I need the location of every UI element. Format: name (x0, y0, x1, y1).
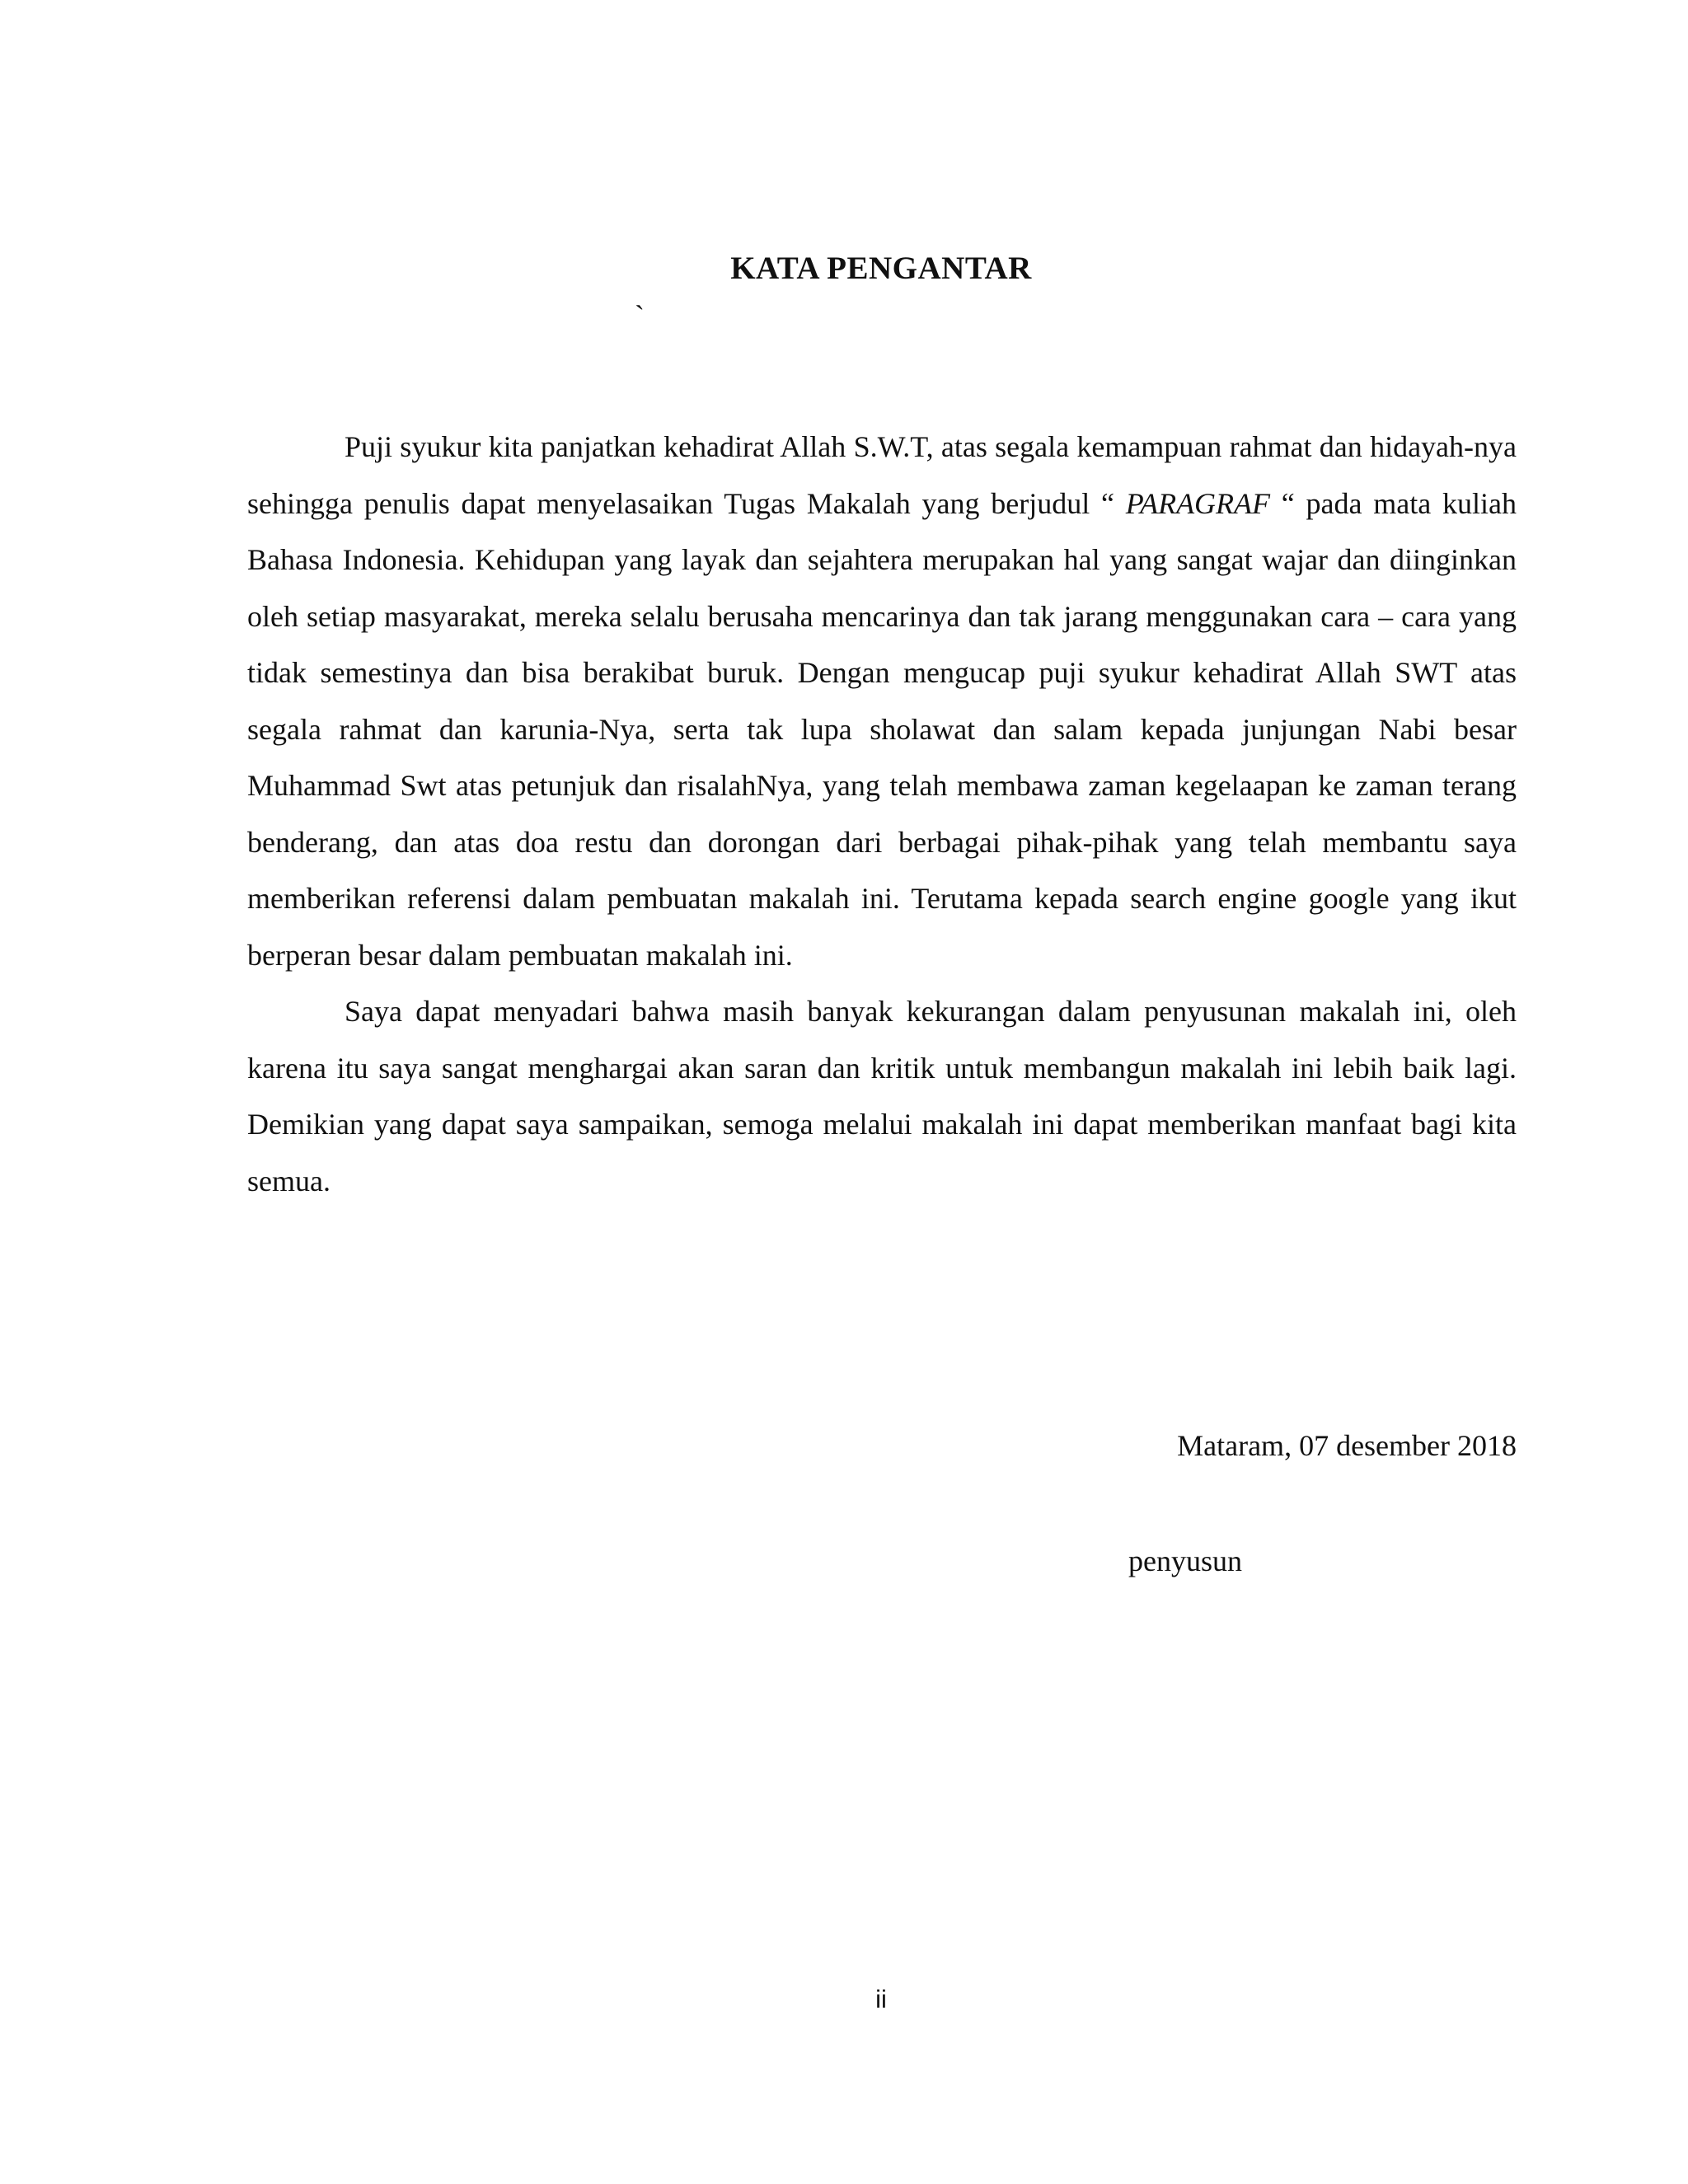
place-and-date: Mataram, 07 desember 2018 (1177, 1429, 1517, 1462)
paragraph-1-lead: Puji syukur kita panjatkan kehadirat Allah S.W.T, atas segala kemampuan rahmat dan hidayah-nya sehingga penulis dapat menyelasaikan Tugas Makalah yang berjudul “ (247, 430, 1517, 520)
page-number: ii (875, 1985, 887, 2013)
signer-label: penyusun (1128, 1544, 1242, 1577)
paragraph-2: Saya dapat menyadari bahwa masih banyak kekurangan dalam penyusunan makalah ini, oleh karena itu saya sangat menghargai akan saran dan kritik untuk membangun makalah ini lebih baik lagi. Demikian yang dapat saya sampaikan, semoga melalui makalah ini dapat memberikan manfaat bagi kita semua. (247, 995, 1517, 1197)
body-text (247, 419, 1517, 1209)
paper-title-italic: PARAGRAF (1125, 486, 1271, 520)
page-title: KATA PENGANTAR (730, 251, 1032, 286)
stray-mark: ` (635, 299, 645, 332)
paragraph-1-rest: “ pada mata kuliah Bahasa Indonesia. Kehidupan yang layak dan sejahtera merupakan hal yang sangat wajar dan diinginkan oleh setiap masyarakat, mereka selalu berusaha mencarinya dan tak jarang menggunakan cara – cara yang tidak semestinya dan bisa berakibat buruk. Dengan mengucap puji syukur kehadirat Allah SWT atas segala rahmat dan karunia-Nya, serta tak lupa sholawat dan salam kepada junjungan Nabi besar Muhammad Swt atas petunjuk dan risalahNya, yang telah membawa zaman kegelaapan ke zaman terang benderang, dan atas doa restu dan dorongan dari berbagai pihak-pihak yang telah membantu saya memberikan referensi dalam pembuatan makalah ini. Terutama kepada search engine google yang ikut berperan besar dalam pembuatan makalah ini. (247, 486, 1517, 972)
paragraph-1 (247, 419, 1517, 983)
